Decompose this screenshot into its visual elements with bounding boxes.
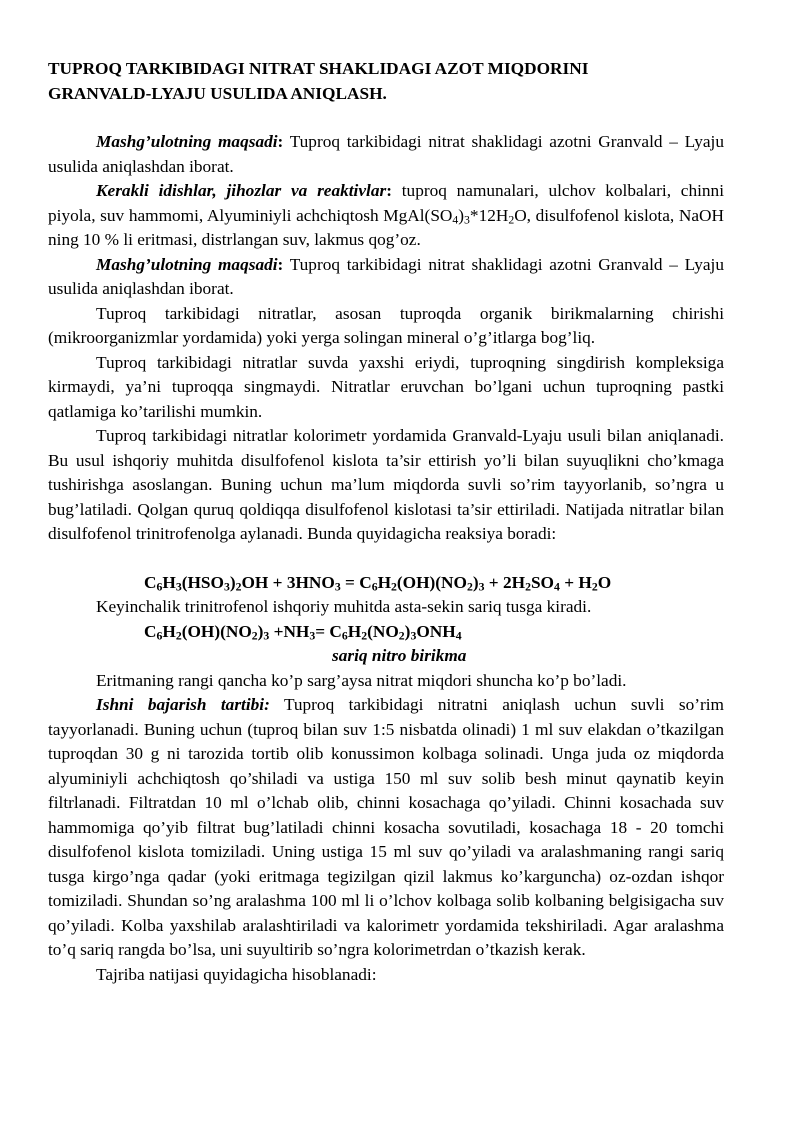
procedure-paragraph [48, 693, 724, 963]
document-title [48, 56, 724, 106]
purpose-paragraph: Mashg’ulotning maqsadi: Tuproq tarkibidagi nitrat shaklidagi azotni Granvald – Lyaju usulida aniqlashdan iborat. [48, 132, 725, 176]
purpose-label: Mashg’ulotning maqsadi [96, 132, 278, 151]
title-line-2: GRANVALD-LYAJU USULIDA ANIQLASH. [48, 84, 387, 103]
results-paragraph: Tajriba natijasi quyidagicha hisoblanadi: [96, 964, 377, 984]
reaction-equation-1: $C_6H_3(HSO_3)_2OH + 3HNO_3 = C_6H_2(OH)(NO_2)_3 + 2H_2SO_4 + H_2O$ [144, 572, 612, 594]
purpose-paragraph-repeat: Mashg’ulotning maqsadi: Tuproq tarkibidagi nitrat shaklidagi azotni Granvald – Lyaju usulida aniqlashdan iborat. [48, 254, 725, 298]
nitrates-solubility-paragraph: Tuproq tarkibidagi nitratlar suvda yaxshi eriydi, tuproqning singdirish kompleksiga kirmaydi, ya’ni tuproqqa singmaydi. Nitratlar eruvchan bo’lgani uchun tuproqning pastki qatlamiga ko’tarilishi mumkin. [48, 352, 724, 421]
materials-label: Kerakli idishlar, jihozlar va reaktivlar [96, 181, 387, 200]
purpose-label-repeat: Mashg’ulotning maqsadi [96, 254, 278, 274]
nitrates-origin-paragraph: Tuproq tarkibidagi nitratlar, asosan tuproqda organik birikmalarning chirishi (mikroorganizmlar yordamida) yoki yerga solingan mineral o’g’itlarga bog’liq. [48, 303, 724, 347]
trinitrophenol-paragraph: Keyinchalik trinitrofenol ishqoriy muhitda asta-sekin sariq tusga kiradi. [96, 597, 592, 616]
color-paragraph: Eritmaning rangi qancha ko’p sarg’aysa nitrat miqdori shuncha ko’p bo’ladi. [96, 670, 627, 690]
procedure-label: Ishni bajarish tartibi: [96, 695, 270, 714]
document-page [48, 56, 724, 987]
reaction-equation-2: $C_6H_2(OH)(NO_2)_3 +NH_3= C_6H_2(NO_2)_3ONH_4$ [144, 621, 462, 643]
reaction-product-label: sariq nitro birikma [332, 646, 467, 665]
purpose-text: Tuproq tarkibidagi nitrat shaklidagi azotni Granvald – Lyaju usulida aniqlashdan iborat. [48, 132, 725, 176]
procedure-text: Tuproq tarkibidagi nitratni aniqlash uchun suvli so’rim tayyorlanadi. Buning uchun (tuproq bilan suv 1:5 nisbatda olinadi) 1 ml suv elakdan o’tkazilgan tuproqdan 30 g ni tarozida tortib olib konussimon kolbaga solinadi. Unga juda oz miqdorda alyuminiyli achchiqtosh qo’shiladi va ustiga 150 ml suv solib besh minut qaynatib keyin filtrlanadi. Filtratdan 10 ml o’lchab olib, chinni kosachaga qo’yiladi. Chinni kosachada suv hammomiga qo’yib filtrat bug’latiladi chinni kosacha sovutiladi, kosachaga 18 - 20 tomchi disulfofenol kislota tomiziladi. Uning ustiga 15 ml suv qo’yiladi va aralashmaning rangi sariq tusga kirgo’nga qadar (yoki eritmaga tegizilgan qizil lakmus ko’karguncha) oz-ozdan ishqor tomiziladi. Shundan so’ng aralashma 100 ml li o’lchov kolbaga solib kolbaning belgisigacha suv qo’yiladi. Kolba yaxshilab aralashtiriladi va kalorimetr yordamida tekshiriladi. Agar aralashma to’q sariq rangda bo’lsa, uni suyultirib so’ngra kolorimetrdan o’tkazish kerak. [48, 695, 724, 959]
materials-paragraph: Kerakli idishlar, jihozlar va reaktivlar: tuproq namunalari, ulchov kolbalari, chinni piyola, suv hammomi, Alyuminiyli achchiqtosh $MgAl(SO_4)_3*12H_2O$, disulfofenol kislota, NaOH ning 10 % li eritmasi, distrlangan suv, lakmus qog’oz. [48, 181, 724, 249]
title-line-1: TUPROQ TARKIBIDAGI NITRAT SHAKLIDAGI AZOT MIQDORINI [48, 59, 589, 78]
method-paragraph: Tuproq tarkibidagi nitratlar kolorimetr yordamida Granvald-Lyaju usuli bilan aniqlanadi. Bu usul ishqoriy muhitda disulfofenol kislota ta’sir ettirish yo’li bilan suyuqlikni cho’kmaga tushirishga asoslangan. Buning uchun ma’lum miqdorda suvli so’rim tayyorlanib, so’ngra u bug’latiladi. Qolgan quruq qoldiqqa disulfofenol kislotasi ta’sir ettiriladi. Natijada nitratlar bilan disulfofenol trinitrofenolga aylanadi. Bunda quyidagicha reaksiya boradi: [48, 426, 724, 543]
